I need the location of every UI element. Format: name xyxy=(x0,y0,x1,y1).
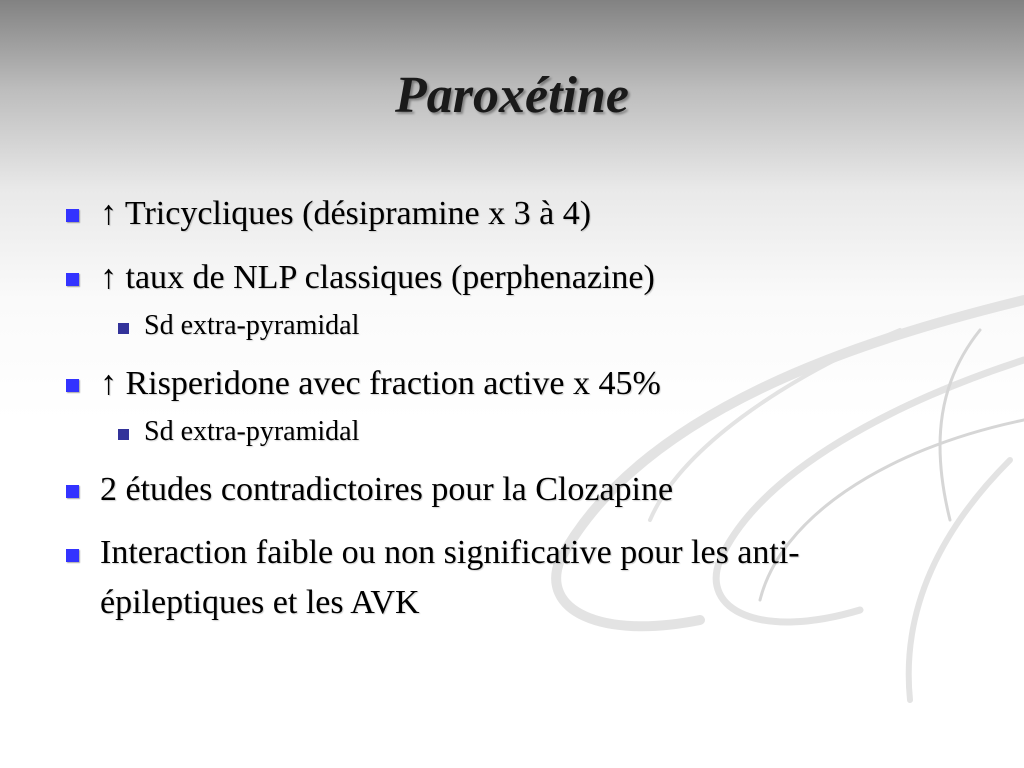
list-item xyxy=(62,252,962,304)
list-item xyxy=(62,528,962,628)
item-text: ↑ taux de NLP classiques (perphenazine) xyxy=(100,259,655,296)
square-bullet-icon xyxy=(66,273,79,286)
sub-list-item xyxy=(114,414,962,450)
square-bullet-icon xyxy=(66,379,79,392)
list-item xyxy=(62,464,962,516)
square-bullet-icon xyxy=(66,209,79,222)
item-text: ↑ Tricycliques (désipramine x 3 à 4) xyxy=(100,195,592,232)
list-item xyxy=(62,188,962,240)
bullet-list xyxy=(62,188,962,640)
list-item xyxy=(62,358,962,410)
sub-list-item xyxy=(114,308,962,344)
square-bullet-icon xyxy=(118,429,129,440)
square-bullet-icon xyxy=(118,323,129,334)
item-text: ↑ Risperidone avec fraction active x 45% xyxy=(100,365,661,402)
square-bullet-icon xyxy=(66,485,79,498)
sub-item-text: Sd extra-pyramidal xyxy=(144,310,360,341)
square-bullet-icon xyxy=(66,549,79,562)
item-text: 2 études contradictoires pour la Clozapine xyxy=(100,471,674,508)
item-text: Interaction faible ou non significative pour les anti-épileptiques et les AVK xyxy=(100,534,800,621)
slide-title: Paroxétine xyxy=(395,67,629,124)
sub-item-text: Sd extra-pyramidal xyxy=(144,416,360,447)
